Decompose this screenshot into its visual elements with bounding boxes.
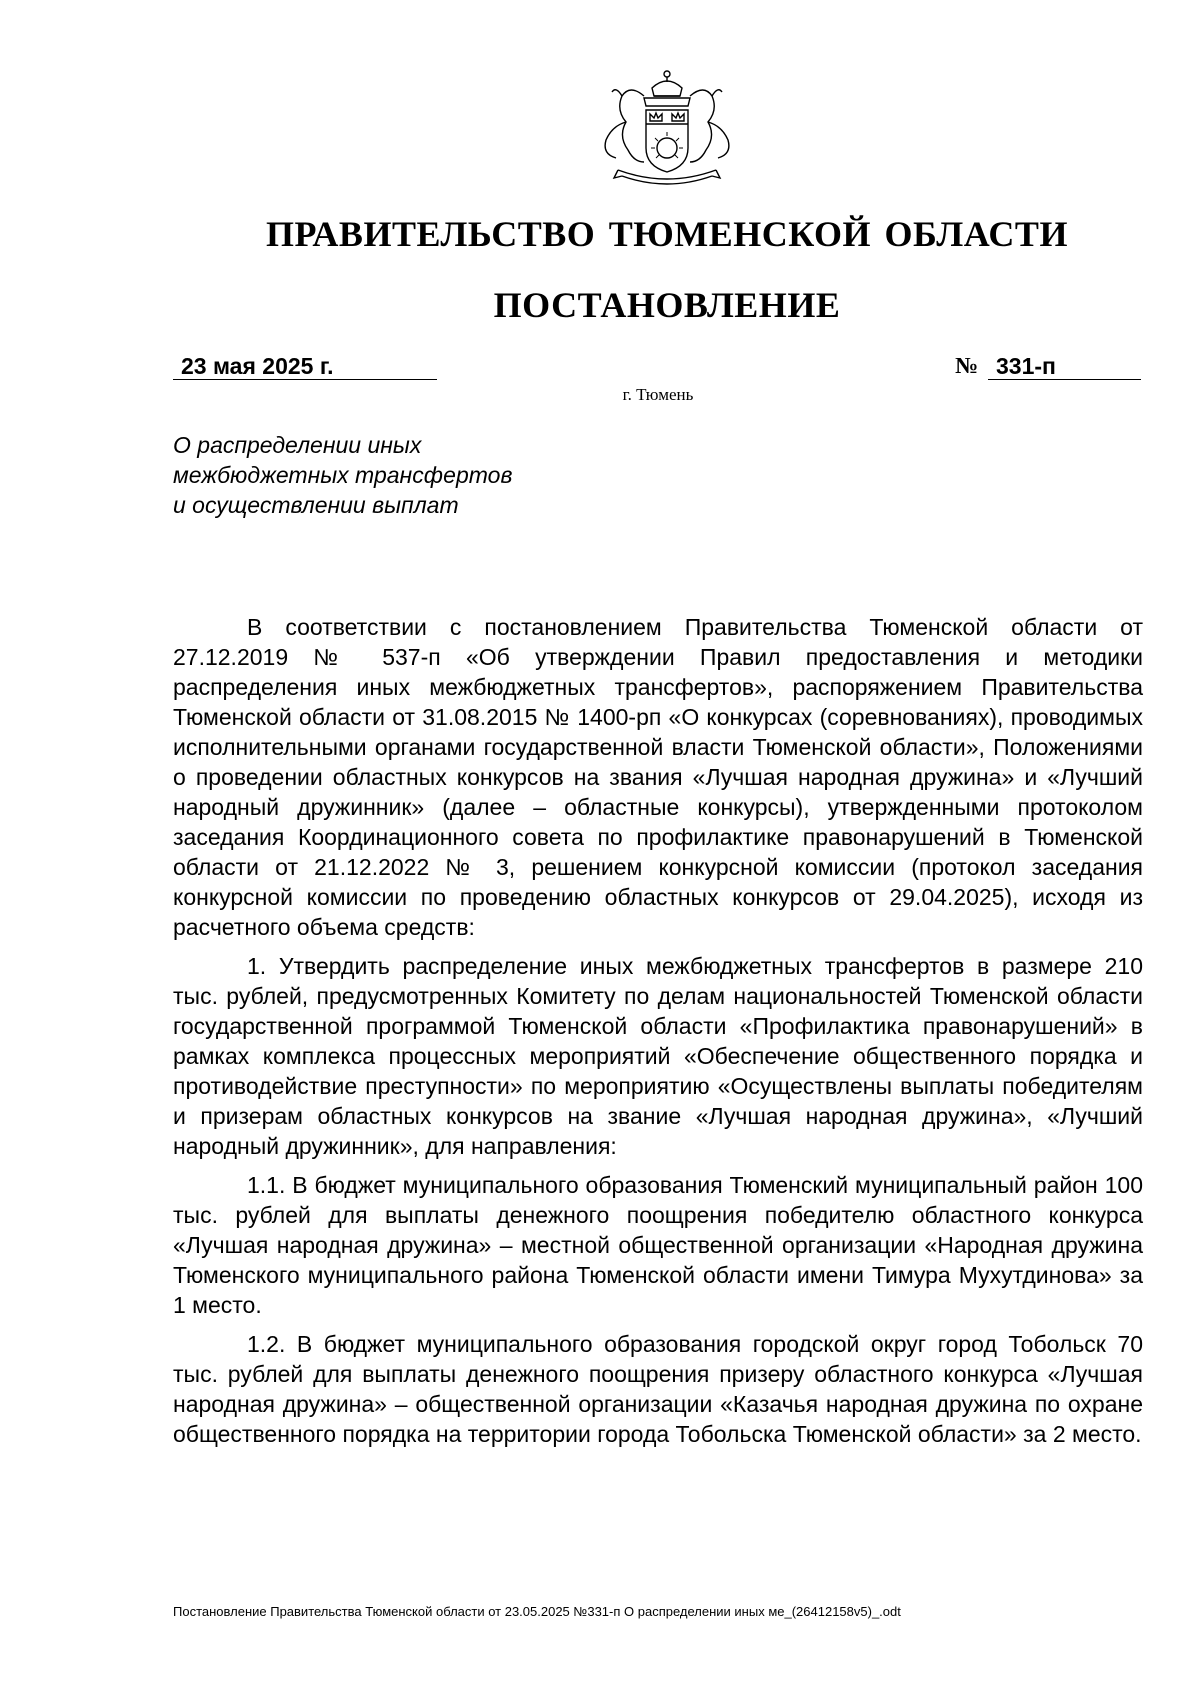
page-footer: Постановление Правительства Тюменской области от 23.05.2025 №331-п О распределении иных ме_(26412158v5)_.odt bbox=[173, 1604, 901, 1619]
body-paragraph-preamble: В соответствии с постановлением Правительства Тюменской области от 27.12.2019 № 537-п «Об утверждении Правил предоставления и методики распределения иных межбюджетных трансфертов», распоряжением Правительства Тюменской области от 31.08.2015 № 1400-рп «О конкурсах (соревнованиях), проводимых исполнительными органами государственной власти Тюменской области», Положениями о проведении областных конкурсов на звания «Лучшая народная дружина» и «Лучший народный дружинник» (далее – областные конкурсы), утвержденными протоколом заседания Координационного совета по профилактике правонарушений в Тюменской области от 21.12.2022 № 3, решением конкурсной комиссии (протокол заседания конкурсной комиссии по проведению областных конкурсов от 29.04.2025), исходя из расчетного объема средств: bbox=[173, 614, 1143, 940]
number-label: № bbox=[955, 353, 979, 378]
body-paragraph-item-1: 1. Утвердить распределение иных межбюджетных трансфертов в размере 210 тыс. рублей, предусмотренных Комитету по делам национальностей Тюменской области государственной программой Тюменской области «Профилактика правонарушений» в рамках комплекса процессных мероприятий «Обеспечение общественного порядка и противодействие преступности» по мероприятию «Осуществлены выплаты победителям и призерам областных конкурсов на звание «Лучшая народная дружина», «Лучший народный дружинник», для направления: bbox=[173, 953, 1143, 1159]
document-date: 23 мая 2025 г. bbox=[173, 353, 437, 380]
document-city: г. Тюмень bbox=[622, 385, 694, 404]
document-number: 331-п bbox=[988, 353, 1141, 380]
document-subject bbox=[173, 430, 653, 520]
tyumen-region-coat-of-arms-icon bbox=[582, 66, 752, 186]
subject-line: межбюджетных трансфертов bbox=[173, 462, 513, 488]
subject-line: и осуществлении выплат bbox=[173, 492, 459, 518]
subject-line: О распределении иных bbox=[173, 432, 422, 458]
document-type-title: ПОСТАНОВЛЕНИЕ bbox=[493, 285, 841, 325]
body-paragraph-item-1-2: 1.2. В бюджет муниципального образования городской округ город Тобольск 70 тыс. рублей для выплаты денежного поощрения призеру областного конкурса «Лучшая народная дружина» – общественной организации «Казачья народная дружина по охране общественного порядка на территории города Тобольска Тюменской области» за 2 место. bbox=[173, 1331, 1143, 1447]
body-paragraph-item-1-1: 1.1. В бюджет муниципального образования Тюменский муниципальный район 100 тыс. рублей для выплаты денежного поощрения победителю областного конкурса «Лучшая народная дружина» – местной общественной организации «Народная дружина Тюменского муниципального района Тюменской области имени Тимура Мухутдинова» за 1 место. bbox=[173, 1172, 1143, 1318]
organization-title: ПРАВИТЕЛЬСТВО ТЮМЕНСКОЙ ОБЛАСТИ bbox=[266, 214, 1068, 254]
document-body bbox=[173, 612, 1143, 1458]
